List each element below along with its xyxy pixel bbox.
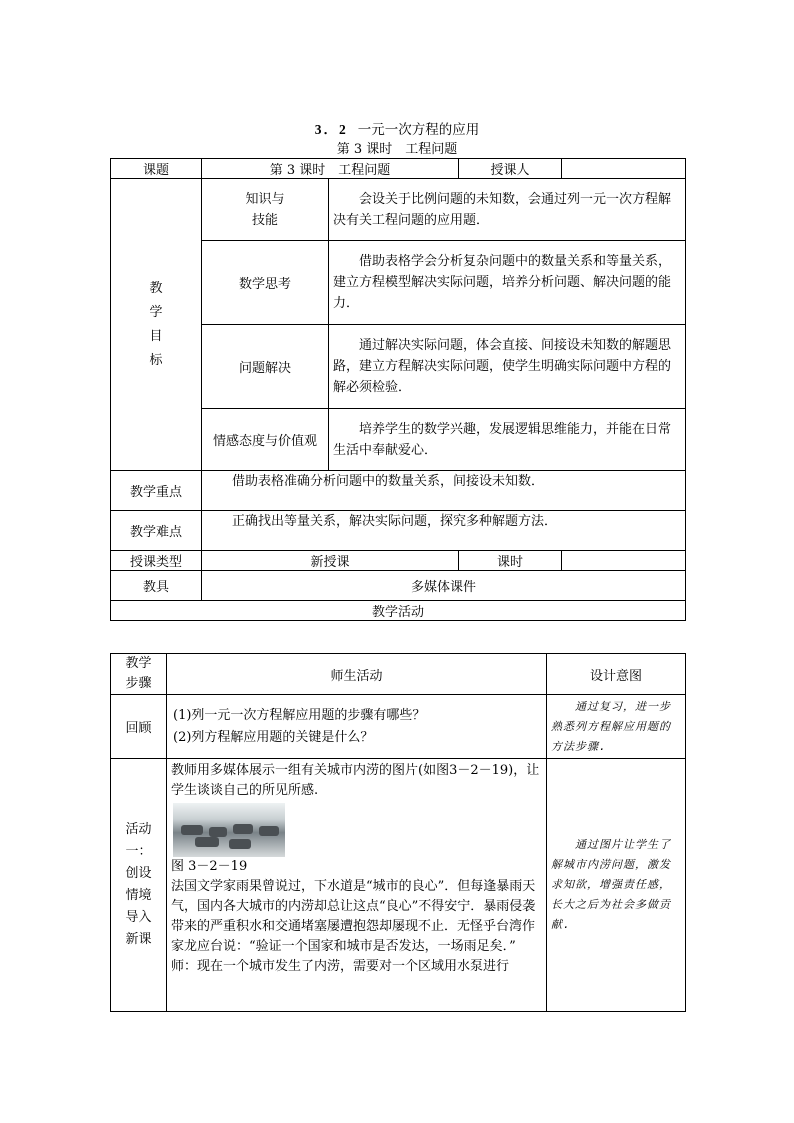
objective-label-problem: 问题解决 [202,325,329,409]
review-question-1: (1)列一元一次方程解应用题的步骤有哪些？ [173,707,426,723]
topic-value: 第 3 课时 工程问题 [202,159,459,179]
key-point-label: 教学重点 [111,471,202,511]
step-review: 回顾 [111,695,167,759]
figure-caption: 图 3－2－19 [171,859,248,874]
objective-label-knowledge: 知识与 技能 [202,179,329,241]
review-content [167,695,547,759]
difficulty-label: 教学难点 [111,511,202,551]
header-step: 教学 步骤 [111,654,167,695]
hours-value [562,551,686,571]
objective-text-thinking: 借助表格学会分析复杂问题中的数量关系和等量关系，建立方程模型解决实际问题，培养分析问题、解决问题的能力． [329,241,686,325]
review-intent: 通过复习，进一步熟悉列方程解应用题的方法步骤. [547,695,686,759]
hours-label: 课时 [459,551,562,571]
objectives-label: 教 学 目 标 [111,179,202,471]
objective-label-thinking: 数学思考 [202,241,329,325]
key-point-text: 借助表格准确分析问题中的数量关系，间接设未知数． [202,471,686,511]
lesson-subtitle: 第 3 课时 工程问题 [336,142,458,157]
teacher-value [562,159,686,179]
activity-tail: 师：现在一个城市发生了内涝，需要对一个区域用水泵进行 [171,959,510,974]
type-value: 新授课 [202,551,459,571]
objective-text-knowledge: 会设关于比例问题的未知数，会通过列一元一次方程解决有关工程问题的应用题． [329,179,686,241]
header-activity: 师生活动 [167,654,547,695]
step-activity-one: 活动 一： 创设 情境 导入 新课 [111,759,167,1012]
difficulty-text: 正确找出等量关系，解决实际问题，探究多种解题方法． [202,511,686,551]
type-label: 授课类型 [111,551,202,571]
review-question-2: (2)列方程解应用题的关键是什么？ [173,729,374,745]
flood-photo [173,803,285,857]
activities-label: 教学活动 [111,601,686,621]
section-title-line [0,118,794,138]
header-intent: 设计意图 [547,654,686,695]
activity-table [110,653,686,1012]
objective-label-attitude: 情感态度与价值观 [202,409,329,471]
activity-body: 法国文学家雨果曾说过，下水道是“城市的良心”．但每逢暴雨天气，国内各大城市的内涝却总让这点“良心”不得安宁．暴雨侵袭带来的严重积水和交通堵塞屡遭抱怨却屡现不止．无怪乎台湾作家龙应台说：“验证一个国家和城市是否发达，一场雨足矣．” [171,879,536,954]
tools-value: 多媒体课件 [202,571,686,601]
objective-text-attitude: 培养学生的数学兴趣，发展逻辑思维能力，并能在日常生活中奉献爱心． [329,409,686,471]
section-number: 3．2 [314,122,348,137]
lesson-plan-table [110,158,686,621]
teacher-label: 授课人 [459,159,562,179]
topic-label: 课题 [111,159,202,179]
section-title: 一元一次方程的应用 [357,122,480,138]
objective-text-problem: 通过解决实际问题，体会直接、间接设未知数的解题思路，建立方程解决实际问题，使学生明确实际问题中方程的解必须检验． [329,325,686,409]
activity-intro: 教师用多媒体展示一组有关城市内涝的图片(如图3－2－19)，让学生谈谈自己的所见所感. [171,763,540,798]
tools-label: 教具 [111,571,202,601]
activity-one-intent: 通过图片让学生了解城市内涝问题，激发求知欲，增强责任感，长大之后为社会多做贡献. [547,759,686,1012]
activity-one-content [167,759,547,1012]
